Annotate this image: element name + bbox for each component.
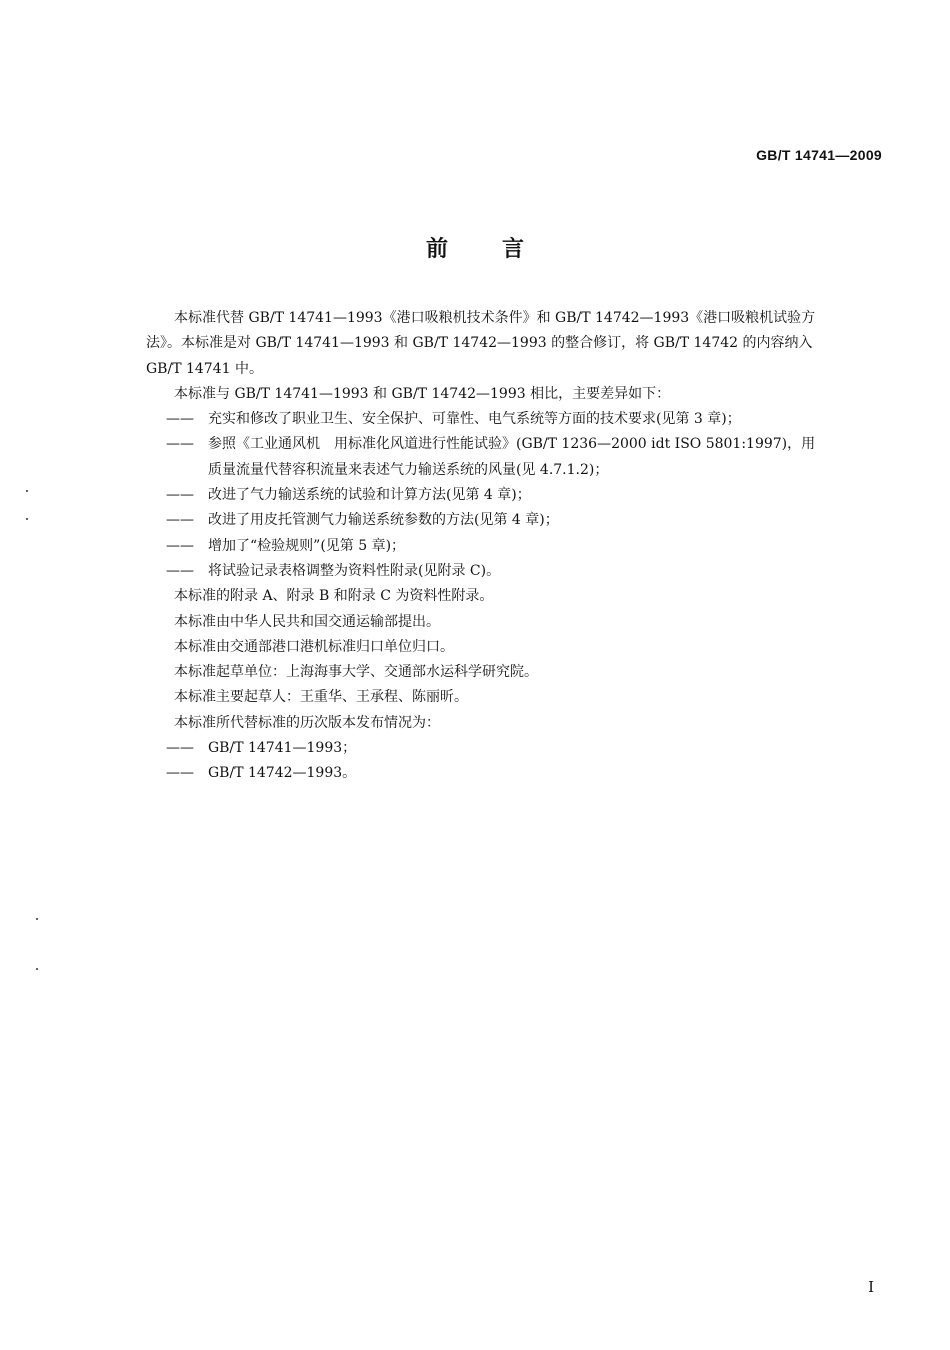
list-item [166, 407, 884, 432]
foreword-body [146, 306, 884, 787]
list-item-text: 将试验记录表格调整为资料性附录(见附录 C)。 [208, 562, 501, 579]
dash-marker: —— [166, 562, 194, 579]
paragraph-1-line-3: GB/T 14741 中。 [146, 360, 263, 377]
list-item-text: 增加了“检验规则”(见第 5 章)； [208, 537, 406, 554]
dash-marker: —— [166, 740, 194, 757]
scan-speck [36, 968, 38, 970]
paragraph-5: 本标准由交通部港口港机标准归口单位归口。 [174, 638, 454, 655]
paragraph-4: 本标准由中华人民共和国交通运输部提出。 [174, 613, 440, 630]
list-item-text: 参照《工业通风机 用标准化风道进行性能试验》(GB/T 1236—2000 idt ISO 5801:1997)，用 [208, 436, 816, 453]
paragraph-2: 本标准与 GB/T 14741—1993 和 GB/T 14742—1993 相比，主要差异如下： [174, 385, 671, 402]
list-item [166, 559, 884, 584]
list-item [166, 432, 884, 457]
list-item-continuation: 质量流量代替容积流量来表述气力输送系统的风量(见 4.7.1.2)； [208, 461, 609, 478]
history-item-text: GB/T 14742—1993。 [208, 765, 357, 782]
list-item-text: 改进了气力输送系统的试验和计算方法(见第 4 章)； [208, 487, 531, 504]
dash-marker: —— [166, 411, 194, 428]
history-item [166, 761, 884, 786]
paragraph-1-line-2: 法》。本标准是对 GB/T 14741—1993 和 GB/T 14742—1993 的整合修订，将 GB/T 14742 的内容纳入 [146, 335, 813, 352]
dash-marker: —— [166, 487, 194, 504]
paragraph-8: 本标准所代替标准的历次版本发布情况为： [174, 714, 440, 731]
history-item-text: GB/T 14741—1993； [208, 740, 357, 757]
paragraph-6: 本标准起草单位：上海海事大学、交通部水运科学研究院。 [174, 664, 538, 681]
history-item [166, 736, 884, 761]
dash-marker: —— [166, 436, 194, 453]
scan-speck [26, 518, 28, 520]
list-item [166, 534, 884, 559]
dash-marker: —— [166, 512, 194, 529]
list-item [166, 483, 884, 508]
page-number: I [868, 1278, 874, 1296]
scan-speck [36, 918, 38, 920]
standard-code: GB/T 14741—2009 [756, 147, 882, 163]
page-title: 前言 [425, 237, 578, 262]
paragraph-7: 本标准主要起草人：王重华、王承程、陈丽昕。 [174, 689, 468, 706]
scan-speck [26, 490, 28, 492]
paragraph-3: 本标准的附录 A、附录 B 和附录 C 为资料性附录。 [174, 588, 494, 605]
dash-marker: —— [166, 537, 194, 554]
list-item-text: 改进了用皮托管测气力输送系统参数的方法(见第 4 章)； [208, 512, 559, 529]
list-item-text: 充实和修改了职业卫生、安全保护、可靠性、电气系统等方面的技术要求(见第 3 章)； [208, 411, 741, 428]
list-item [166, 508, 884, 533]
dash-marker: —— [166, 765, 194, 782]
paragraph-1-line-1: 本标准代替 GB/T 14741—1993《港口吸粮机技术条件》和 GB/T 14742—1993《港口吸粮机试验方 [174, 310, 816, 326]
